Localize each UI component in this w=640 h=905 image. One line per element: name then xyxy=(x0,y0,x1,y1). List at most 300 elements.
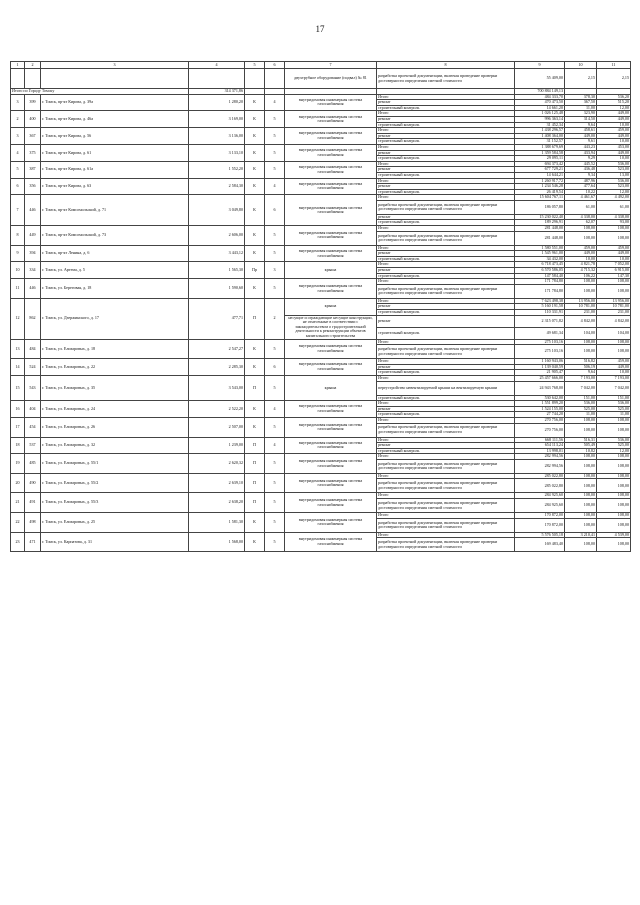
cost-cell: 530 642,00 xyxy=(515,395,565,401)
wall-type-cell: Пр xyxy=(245,262,265,279)
limit-cost-cell: 2,15 xyxy=(597,69,631,89)
wall-type-cell: П xyxy=(245,437,265,454)
work-type-cell: разработка проектной документации, включая проведение проверки достоверности определения сметной стоимости xyxy=(377,518,515,532)
unit-cost-cell: 4 842,00 xyxy=(565,315,597,327)
cell xyxy=(41,69,189,89)
cost-cell: 1 139 040,59 xyxy=(515,364,565,370)
floors-cell: 5 xyxy=(265,339,285,359)
work-type-cell: Итого xyxy=(377,417,515,423)
area-cell: 3 136,00 xyxy=(189,128,245,145)
row-number: 22 xyxy=(11,513,25,533)
cost-cell: 1 260 917,72 xyxy=(515,178,565,184)
city-total-cost: 700 884 149,13 xyxy=(515,89,565,95)
unit-cost-cell: 11,00 xyxy=(565,105,597,111)
unit-cost-cell: 378,30 xyxy=(565,94,597,100)
unit-cost-cell: 151,00 xyxy=(565,395,597,401)
cost-cell: 1 545 961,00 xyxy=(515,251,565,257)
limit-cost-cell: 459,00 xyxy=(597,245,631,251)
floors-cell: 5 xyxy=(265,226,285,246)
address-cell: г. Томск, ул. Елизаровых, д. 26 xyxy=(41,417,189,437)
cost-cell: 284 925,60 xyxy=(515,499,565,513)
cost-cell: 7 623 498,38 xyxy=(515,298,565,304)
wall-type-cell: К xyxy=(245,532,265,552)
area-cell: 2 547,27 xyxy=(189,339,245,359)
unit-cost-cell: 436,48 xyxy=(565,167,597,173)
house-id: 375 xyxy=(25,144,41,161)
area-cell: 2 522,20 xyxy=(189,401,245,418)
address-cell: г. Томск, ул. Елизаровых, д. 55/2 xyxy=(41,473,189,493)
unit-cost-cell: 516,31 xyxy=(565,437,597,443)
wall-type-cell: К xyxy=(245,178,265,195)
work-type-cell: строительный контроль xyxy=(377,220,515,226)
work-type-cell: разработка проектной документации, включая проведение проверки достоверности определения сметной стоимости xyxy=(377,499,515,513)
area-cell: 3 049,80 xyxy=(189,195,245,226)
unit-cost-cell: 505,49 xyxy=(565,443,597,449)
work-type-cell: Итого xyxy=(377,195,515,201)
work-type-cell: Итого xyxy=(377,437,515,443)
limit-cost-cell: 4 492,00 xyxy=(597,195,631,201)
unit-cost-cell: 314,50 xyxy=(565,116,597,122)
cost-cell: 282 994,56 xyxy=(515,454,565,460)
unit-cost-cell: 323,90 xyxy=(565,111,597,117)
work-system-cell: внутридомовая инженерная система газоснабжения xyxy=(285,178,377,195)
row-number: 17 xyxy=(11,417,25,437)
floors-cell: 6 xyxy=(265,195,285,226)
work-type-cell: ремонт xyxy=(377,133,515,139)
work-type-cell: строительный контроль xyxy=(377,370,515,376)
work-type-cell: ремонт xyxy=(377,116,515,122)
cost-cell: 15 230 022,40 xyxy=(515,214,565,220)
cost-cell: 2 315 071,82 xyxy=(515,315,565,327)
cost-cell: 6 718 473,45 xyxy=(515,262,565,268)
row-number: 2 xyxy=(11,111,25,128)
work-system-cell: крыша xyxy=(285,298,377,315)
unit-cost-cell: 108,00 xyxy=(565,284,597,298)
cell xyxy=(11,69,25,89)
row-number: 21 xyxy=(11,493,25,513)
cost-cell: 14 644,21 xyxy=(515,172,565,178)
work-type-cell: разработка проектной документации, включая проведение проверки достоверности определения сметной стоимости xyxy=(377,459,515,473)
limit-cost-cell: 536,00 xyxy=(597,401,631,407)
work-type-cell: строительный контроль xyxy=(377,139,515,145)
address-cell: г. Томск, ул. Береговая, д. 18 xyxy=(41,279,189,299)
area-cell: 3 543,00 xyxy=(189,375,245,400)
limit-cost-cell: 108,00 xyxy=(597,226,631,232)
wall-type-cell: К xyxy=(245,359,265,376)
floors-cell: 5 xyxy=(265,161,285,178)
house-id: 471 xyxy=(25,532,41,552)
limit-cost-cell: 6 915,00 xyxy=(597,268,631,274)
limit-cost-cell: 108,00 xyxy=(597,279,631,285)
address-cell: г. Томск, ул. Елизаровых, д. 22 xyxy=(41,359,189,376)
cost-cell: 31 152,57 xyxy=(515,139,565,145)
limit-cost-cell: 108,00 xyxy=(597,423,631,437)
floors-cell: 5 xyxy=(265,417,285,437)
limit-cost-cell: 7 052,00 xyxy=(597,262,631,268)
limit-cost-cell: 12,00 xyxy=(597,105,631,111)
cost-cell: 1 551 899,20 xyxy=(515,401,565,407)
wall-type-cell: К xyxy=(245,279,265,299)
cost-cell: 281 448,00 xyxy=(515,231,565,245)
cost-cell: 186 057,80 xyxy=(515,200,565,214)
house-id: 356 xyxy=(25,178,41,195)
house-id: 485 xyxy=(25,454,41,474)
city-total-area: 314 371,86 xyxy=(189,89,245,95)
floors-cell: 5 xyxy=(265,513,285,533)
header-cell: 7 xyxy=(285,62,377,69)
unit-cost-cell: 9,64 xyxy=(565,122,597,128)
unit-cost-cell: 108,00 xyxy=(565,459,597,473)
limit-cost-cell: 536,00 xyxy=(597,437,631,443)
address-cell: г. Томск, ул. Карпатова, д. 31 xyxy=(41,532,189,552)
cost-cell: 21 905,47 xyxy=(515,370,565,376)
cost-cell: 5 576 505,18 xyxy=(515,532,565,538)
limit-cost-cell: 515,20 xyxy=(597,100,631,106)
limit-cost-cell: 61,00 xyxy=(597,200,631,214)
house-id: 446 xyxy=(25,279,41,299)
limit-cost-cell: 13 956,00 xyxy=(597,298,631,304)
unit-cost-cell: 108,00 xyxy=(565,538,597,552)
cost-cell: 270 756,00 xyxy=(515,423,565,437)
unit-cost-cell: 108,00 xyxy=(565,423,597,437)
area-cell: 1 568,00 xyxy=(189,532,245,552)
area-cell: 2 638,20 xyxy=(189,493,245,513)
cost-cell: 189 296,91 xyxy=(515,220,565,226)
work-type-cell: разработка проектной документации, включая проведение проверки достоверности определения сметной стоимости xyxy=(377,345,515,359)
cost-cell: 275 103,16 xyxy=(515,339,565,345)
work-type-cell: ремонт xyxy=(377,364,515,370)
row-number: 3 xyxy=(11,94,25,111)
work-system-cell: внутридомовая инженерная система газоснабжения xyxy=(285,161,377,178)
address-cell: г. Томск, пр-кт Комсомольский, д. 73 xyxy=(41,226,189,246)
cost-cell: 270 756,00 xyxy=(515,417,565,423)
header-cell: 10 xyxy=(565,62,597,69)
unit-cost-cell: 458,61 xyxy=(565,128,597,134)
work-type-cell: строительный контроль xyxy=(377,105,515,111)
work-type-cell: разработка проектной документации, включая проведение проверки достоверности определения сметной стоимости xyxy=(377,423,515,437)
unit-cost-cell: 9,61 xyxy=(565,139,597,145)
limit-cost-cell: 93,00 xyxy=(597,220,631,226)
limit-cost-cell: 459,00 xyxy=(597,128,631,134)
wall-type-cell: К xyxy=(245,401,265,418)
house-id: 387 xyxy=(25,161,41,178)
unit-cost-cell: 108,00 xyxy=(565,499,597,513)
cost-cell: 29 095,11 xyxy=(515,156,565,162)
work-system-cell: внутридомовая инженерная система газоснабжения xyxy=(285,111,377,128)
work-type-cell: разработка проектной документации, включая проведение проверки достоверности определения сметной стоимости xyxy=(377,200,515,214)
cell xyxy=(25,69,41,89)
work-type-cell: Итого xyxy=(377,493,515,499)
unit-cost-cell: 433,94 xyxy=(565,150,597,156)
work-type-cell: ремонт xyxy=(377,304,515,310)
work-type-cell: Итого xyxy=(377,473,515,479)
area-cell: 2 285,30 xyxy=(189,359,245,376)
header-cell: 3 xyxy=(41,62,189,69)
unit-cost-cell: 445,52 xyxy=(565,161,597,167)
work-type-cell: Итого xyxy=(377,144,515,150)
row-number: 20 xyxy=(11,473,25,493)
limit-cost-cell: 449,00 xyxy=(597,251,631,257)
floors-cell: 5 xyxy=(265,111,285,128)
address-cell: г. Томск, ул. Елизаровых, д. 32 xyxy=(41,437,189,454)
floors-cell: 5 xyxy=(265,144,285,161)
work-type-cell: Итого xyxy=(377,454,515,460)
unit-cost-cell: 231,00 xyxy=(565,310,597,316)
wall-type-cell: К xyxy=(245,161,265,178)
work-type-cell: Итого xyxy=(377,161,515,167)
wall-type-cell: П xyxy=(245,493,265,513)
limit-cost-cell: 536,00 xyxy=(597,178,631,184)
cost-cell: 170 872,00 xyxy=(515,513,565,519)
unit-cost-cell: 108,00 xyxy=(565,454,597,460)
row-number: 16 xyxy=(11,401,25,418)
cost-cell: 1 580 551,00 xyxy=(515,245,565,251)
unit-cost-cell: 108,00 xyxy=(565,473,597,479)
work-type-cell: Итого xyxy=(377,339,515,345)
limit-cost-cell: 108,00 xyxy=(597,479,631,493)
work-system-cell: внутридомовая инженерная система газоснабжения xyxy=(285,339,377,359)
area-cell: 2 606,00 xyxy=(189,226,245,246)
cost-cell: 1 160 943,06 xyxy=(515,359,565,365)
header-cell: 8 xyxy=(377,62,515,69)
limit-cost-cell: 536,00 xyxy=(597,161,631,167)
unit-cost-cell: 459,00 xyxy=(565,245,597,251)
work-type-cell: строительный контроль xyxy=(377,156,515,162)
house-id: 400 xyxy=(25,111,41,128)
row-number: 19 xyxy=(11,454,25,474)
limit-cost-cell: 525,00 xyxy=(597,406,631,412)
limit-cost-cell: 7 042,00 xyxy=(597,381,631,395)
unit-cost-cell: 2,15 xyxy=(565,69,597,89)
unit-cost-cell: 13 956,00 xyxy=(565,298,597,304)
row-number: 15 xyxy=(11,375,25,400)
work-system-cell: двухтрубное оборудование (подвал) № 81 xyxy=(285,69,377,89)
row-number: 18 xyxy=(11,437,25,454)
cost-cell: 31 452,34 xyxy=(515,122,565,128)
area-cell: 3 169,00 xyxy=(189,111,245,128)
floors-cell: 4 xyxy=(265,178,285,195)
header-row xyxy=(11,62,631,69)
address-cell: г. Томск, пр-кт Кирова, д. 63 xyxy=(41,178,189,195)
work-type-cell: Итого xyxy=(377,262,515,268)
cost-cell: 275 103,16 xyxy=(515,345,565,359)
unit-cost-cell: 443,23 xyxy=(565,144,597,150)
work-type-cell: переустройство невентилируемой крыши на вентилируемую крыши xyxy=(377,381,515,395)
work-type-cell: строительный контроль xyxy=(377,273,515,279)
unit-cost-cell: 106,22 xyxy=(565,273,597,279)
row-number: 9 xyxy=(11,245,25,262)
limit-cost-cell: 10,00 xyxy=(597,139,631,145)
unit-cost-cell: 536,00 xyxy=(565,401,597,407)
limit-cost-cell: 13,00 xyxy=(597,172,631,178)
limit-cost-cell: 147,30 xyxy=(597,273,631,279)
work-system-cell: внутридомовая инженерная система газоснабжения xyxy=(285,473,377,493)
house-id: 491 xyxy=(25,493,41,513)
house-id: 524 xyxy=(25,359,41,376)
row-number: 6 xyxy=(11,178,25,195)
row-number: 12 xyxy=(11,298,25,339)
cost-cell: 1 388 679,69 xyxy=(515,144,565,150)
house-id: 537 xyxy=(25,437,41,454)
work-type-cell: Итого xyxy=(377,94,515,100)
limit-cost-cell: 108,00 xyxy=(597,473,631,479)
unit-cost-cell: 525,00 xyxy=(565,406,597,412)
limit-cost-cell: 10,00 xyxy=(597,156,631,162)
floors-cell: 3 xyxy=(265,262,285,279)
work-type-cell: Итого xyxy=(377,245,515,251)
cost-cell: 470 473,50 xyxy=(515,100,565,106)
work-type-cell: ремонт xyxy=(377,100,515,106)
cost-cell: 26 419,54 xyxy=(515,189,565,195)
address-cell: г. Томск, ул. Елизаровых, д. 18 xyxy=(41,339,189,359)
work-type-cell: ремонт xyxy=(377,443,515,449)
floors-cell: 6 xyxy=(265,359,285,376)
work-type-cell: разработка проектной документации, включая проведение проверки достоверности определения сметной стоимости xyxy=(377,479,515,493)
cost-cell: 110 331,91 xyxy=(515,310,565,316)
row-number: 5 xyxy=(11,161,25,178)
limit-cost-cell: 4 539,00 xyxy=(597,532,631,538)
area-cell: 2 639,10 xyxy=(189,473,245,493)
unit-cost-cell: 9,34 xyxy=(565,172,597,178)
header-cell: 2 xyxy=(25,62,41,69)
cost-cell: 55 409,00 xyxy=(515,69,565,89)
cost-cell: 281 448,00 xyxy=(515,226,565,232)
limit-cost-cell: 10,00 xyxy=(597,122,631,128)
wall-type-cell: К xyxy=(245,339,265,359)
work-type-cell: разработка проектной документации, включая проведение проверки достоверности определения сметной стоимости xyxy=(377,231,515,245)
address-cell: г. Томск, ул. Елизаровых, д. 24 xyxy=(41,401,189,418)
house-id: 449 xyxy=(25,226,41,246)
floors-cell: 5 xyxy=(265,375,285,400)
cost-cell: 25 457 666,00 xyxy=(515,375,565,381)
cost-cell: 694 373,42 xyxy=(515,161,565,167)
work-type-cell: ремонт xyxy=(377,315,515,327)
unit-cost-cell: 61,00 xyxy=(565,200,597,214)
cost-cell: 1 026 125,48 xyxy=(515,111,565,117)
house-id: 446 xyxy=(25,195,41,226)
unit-cost-cell: 9,29 xyxy=(565,156,597,162)
unit-cost-cell: 7 193,00 xyxy=(565,375,597,381)
address-cell: г. Томск, пр-кт Кирова, д. 46а xyxy=(41,111,189,128)
address-cell: г. Томск, ул. Елизаровых, д. 25 xyxy=(41,513,189,533)
work-type-cell: строительный контроль xyxy=(377,395,515,401)
cost-cell: 1 524 155,00 xyxy=(515,406,565,412)
cost-cell: 285 022,80 xyxy=(515,479,565,493)
cost-cell: 996 363,14 xyxy=(515,116,565,122)
unit-cost-cell: 477,64 xyxy=(565,184,597,190)
capital-repair-table xyxy=(10,61,631,552)
limit-cost-cell: 108,00 xyxy=(597,459,631,473)
floors-cell: 4 xyxy=(265,94,285,111)
house-id: 399 xyxy=(25,94,41,111)
work-system-cell: крыша xyxy=(285,375,377,400)
address-cell: г. Томск, ул. Елизаровых, д. 55/1 xyxy=(41,454,189,474)
row-number: 23 xyxy=(11,532,25,552)
row-number: 4 xyxy=(11,144,25,161)
house-id: 394 xyxy=(25,245,41,262)
wall-type-cell: К xyxy=(245,111,265,128)
cost-cell: 24 943 768,00 xyxy=(515,381,565,395)
address-cell: г. Томск, пр-кт Комсомольский, д. 71 xyxy=(41,195,189,226)
cell xyxy=(189,69,245,89)
work-type-cell: Итого xyxy=(377,359,515,365)
unit-cost-cell: 108,00 xyxy=(565,518,597,532)
unit-cost-cell: 4 821,78 xyxy=(565,262,597,268)
work-system-cell: внутридомовая инженерная система газоснабжения xyxy=(285,437,377,454)
area-cell: 1 552,20 xyxy=(189,161,245,178)
unit-cost-cell: 516,82 xyxy=(565,359,597,365)
cost-cell: 49 681,34 xyxy=(515,327,565,339)
wall-type-cell: К xyxy=(245,195,265,226)
address-cell: г. Томск, ул. Елизаровых, д. 35 xyxy=(41,375,189,400)
area-cell: 2 620,32 xyxy=(189,454,245,474)
house-id: 484 xyxy=(25,339,41,359)
address-cell: г. Томск, пр-кт Кирова, д. 61а xyxy=(41,161,189,178)
limit-cost-cell: 231,00 xyxy=(597,310,631,316)
address-cell: г. Томск, пр-кт Кирова, д. 61 xyxy=(41,144,189,161)
work-type-cell: ремонт xyxy=(377,167,515,173)
limit-cost-cell: 10,00 xyxy=(597,370,631,376)
row-number: 13 xyxy=(11,339,25,359)
work-type-cell: Итого xyxy=(377,298,515,304)
cost-cell: 282 994,56 xyxy=(515,459,565,473)
limit-cost-cell: 12,00 xyxy=(597,189,631,195)
row-number: 7 xyxy=(11,195,25,226)
work-type-cell: строительный контроль xyxy=(377,310,515,316)
floors-cell: 5 xyxy=(265,473,285,493)
header-cell: 4 xyxy=(189,62,245,69)
area-cell: 1 590,60 xyxy=(189,279,245,299)
work-system-cell: внутридомовая инженерная система газоснабжения xyxy=(285,532,377,552)
cell xyxy=(265,69,285,89)
cost-cell: 677 729,21 xyxy=(515,167,565,173)
cost-cell: 5 160 191,58 xyxy=(515,304,565,310)
work-type-cell: строительный контроль xyxy=(377,327,515,339)
unit-cost-cell: 104,00 xyxy=(565,327,597,339)
work-system-cell: внутридомовая инженерная система газоснабжения xyxy=(285,401,377,418)
limit-cost-cell: 108,00 xyxy=(597,454,631,460)
cell xyxy=(245,69,265,89)
work-type-cell: ремонт xyxy=(377,251,515,257)
floors-cell: 5 xyxy=(265,493,285,513)
work-type-cell: Итого xyxy=(377,279,515,285)
unit-cost-cell: 108,00 xyxy=(565,417,597,423)
unit-cost-cell: 506,19 xyxy=(565,364,597,370)
cost-cell: 34 432,00 xyxy=(515,256,565,262)
limit-cost-cell: 108,00 xyxy=(597,513,631,519)
area-cell: 2 507,00 xyxy=(189,417,245,437)
work-system-cell: внутридомовая инженерная система газоснабжения xyxy=(285,94,377,111)
area-cell: 1 581,30 xyxy=(189,513,245,533)
limit-cost-cell: 449,00 xyxy=(597,133,631,139)
wall-type-cell: К xyxy=(245,417,265,437)
unit-cost-cell: 9,64 xyxy=(565,370,597,376)
table-row xyxy=(11,69,631,89)
house-id: 862 xyxy=(25,298,41,339)
limit-cost-cell: 4 842,00 xyxy=(597,315,631,327)
work-type-cell: разработка проектной документации, включая проведение проверки достоверности определения сметной стоимости xyxy=(377,69,515,89)
cost-cell: 171 784,80 xyxy=(515,284,565,298)
limit-cost-cell: 523,00 xyxy=(597,167,631,173)
unit-cost-cell: 4 715,32 xyxy=(565,268,597,274)
cost-cell: 169 483,40 xyxy=(515,538,565,552)
unit-cost-cell: 10,00 xyxy=(565,256,597,262)
row-number: 11 xyxy=(11,279,25,299)
work-type-cell: ремонт xyxy=(377,406,515,412)
header-cell: 11 xyxy=(597,62,631,69)
limit-cost-cell: 108,00 xyxy=(597,518,631,532)
work-system-cell: внутридомовая инженерная система газоснабжения xyxy=(285,245,377,262)
